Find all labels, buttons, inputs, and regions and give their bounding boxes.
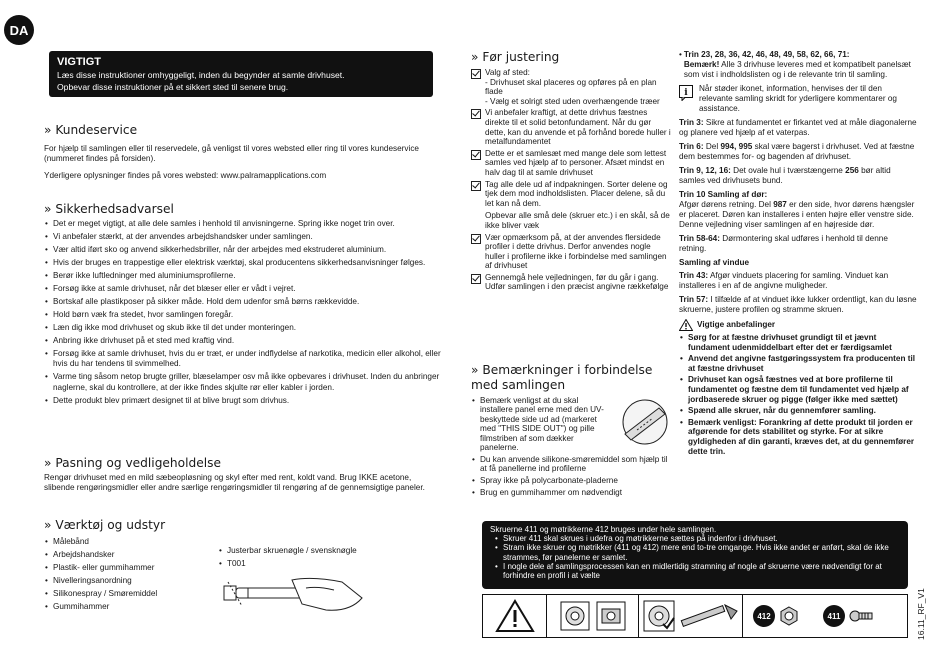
section-heading: » Kundeservice xyxy=(44,123,138,137)
language-badge: DA xyxy=(4,15,34,45)
list-item: • Varme ting såsom netop brugte griller, blæselamper osv må ikke opbevares i drivhuset. Inden du anbringer naglerne, skal du kontrollere, at der ikke findes skjulte rør eller kabler i jorden. xyxy=(44,372,450,393)
warning-icon xyxy=(483,595,547,637)
t001-tool-illustration xyxy=(222,576,370,616)
list-item: • Forsøg ikke at samle drivhuset, hvis du er træt, er under indflydelse af narkotika, medicin eller alkohol, eller hvis du har tendens til svimmelhed. xyxy=(44,349,450,370)
list-item: • Silikonespray / Smøremiddel xyxy=(44,589,214,599)
important-line: Opbevar disse instruktioner på et sikkert sted til senere brug. xyxy=(57,82,289,92)
check-text: Vi anbefaler kraftigt, at dette drivhus fæstnes direkte til et solid betonfundament. Når du gør dette, kan du anvende et på forhånd borede huller i metalfundamentet xyxy=(485,108,671,147)
note-text: Alle 3 drivhuse leveres med et kompatibelt panelsæt som vist i indholdslisten og i de relevante trin til samling. xyxy=(683,60,911,79)
checkbox-icon xyxy=(471,150,481,160)
section-heading: » Før justering xyxy=(471,50,560,64)
warning-icon xyxy=(679,319,693,331)
list-item: • T001 xyxy=(218,559,438,569)
website-text: Yderligere oplysninger findes på vores websted: www.palramapplications.com xyxy=(44,170,327,180)
nut-412-badge: 412 xyxy=(753,605,775,627)
info-icon xyxy=(679,85,693,101)
list-item: • Berør ikke luftledninger med aluminiumsprofilerne. xyxy=(44,271,450,281)
list-item: • Plastik- eller gummihammer xyxy=(44,563,214,573)
list-item: • Bemærk venligst at du skal installere panel erne med den UV-beskyttede side ud ad (markeret med "THIS SIDE OUT") og pille filmstriben af som dækker panelerne. xyxy=(471,396,613,452)
list-item: • Du kan anvende silikone-smøremiddel som hjælp til at få panellerne ind profilerne xyxy=(471,455,676,474)
remarks-list xyxy=(471,396,613,455)
list-item: • Gummihammer xyxy=(44,602,214,612)
checkbox-icon xyxy=(471,234,481,244)
trin-6: Trin 6: Del 994, 995 skal være bagerst i drivhuset. Ved at fæstne dem bestemmes for- og bagenden af drivhuset. xyxy=(679,142,915,161)
info-text: Når støder ikonet, information, henvises der til den relevante samling skridt for yderligere kommentarer og assistance. xyxy=(699,84,897,113)
svg-text:i: i xyxy=(684,88,688,98)
trin-57: Trin 57: I tilfælde af at vinduet ikke lukker ordentligt, kan du løsne skruerne, justere profilen og stramme skruen. xyxy=(679,295,917,314)
checkbox-icon xyxy=(471,181,481,191)
list-item: • Drivhuset kan også fæstnes ved at bore profilerne til fundamentet og fæstne dem til fundamentet ved hjælp af jordbaserede skruer og pigge (følger ikke med sættet) xyxy=(679,375,917,404)
nut-icon xyxy=(779,606,799,626)
list-item: • Hold børn væk fra stedet, hvor samlingen foregår. xyxy=(44,310,450,320)
trin-43: Trin 43: Afgør vinduets placering for samling. Vinduet kan installeres i en af de angivne muligheder. xyxy=(679,271,889,290)
check-text: - Vælg et solrigt sted uden overhængende træer xyxy=(485,96,660,106)
check-text: Tag alle dele ud af indpakningen. Sorter delene og tjek dem mod indholdslisten. Placer delene, så du let kan nå dem. xyxy=(485,179,668,208)
list-item: • Det er meget vigtigt, at alle dele samles i henhold til anvisningerne. Spring ikke noget trin over. xyxy=(44,219,450,229)
checklist-item xyxy=(471,108,671,146)
screw-assembly-icon xyxy=(547,595,639,637)
list-item: • Arbejdshandsker xyxy=(44,550,214,560)
list-item: • Bemærk venligst: Forankring af dette produkt til jorden er afgørende for dets stabilitet og styrke. For at sikre gyldigheden af din garanti, kræves det, at du gennemfører dette trin. xyxy=(679,418,917,456)
list-item: • Vær altid iført sko og anvend sikkerhedsbriller, når der arbejdes med ekstruderet aluminium. xyxy=(44,245,450,255)
remarks-section xyxy=(471,363,676,500)
tighten-check-icon xyxy=(639,595,743,637)
checkbox-icon xyxy=(471,69,481,79)
check-text: - Drivhuset skal placeres og opføres på en plan flade xyxy=(485,77,657,97)
before-section xyxy=(471,50,671,294)
list-item: • Målebånd xyxy=(44,537,214,547)
important-title: VIGTIGT xyxy=(57,56,101,68)
screw-icons-row xyxy=(482,594,908,638)
list-item: • Læn dig ikke mod drivhuset og skub ikke til det under monteringen. xyxy=(44,323,450,333)
trin-58: Trin 58-64: Dørmontering skal udføres i henhold til denne retning. xyxy=(679,234,888,253)
check-text: Gennemgå hele vejledningen, før du går i gang. Udfør samlingen i den præcist angivne rækkefølge xyxy=(485,272,669,292)
screw-411-badge: 411 xyxy=(823,605,845,627)
safety-list xyxy=(44,219,450,406)
recommendations-list xyxy=(679,333,917,456)
list-item: • Skruer 411 skal skrues i udefra og møtrikkerne sættes på indenfor i drivhuset. xyxy=(494,534,900,543)
fastener-badges xyxy=(743,595,907,637)
list-item: • Anvend det angivne fastgøringssystem fra producenten til at fæstne drivhuset xyxy=(679,354,917,373)
list-item: • Sørg for at fæstne drivhuset grundigt til et jævnt fundament udenmiddelbart efter det er færdigsamlet xyxy=(679,333,917,352)
list-item: • Brug en gummihammer om nødvendigt xyxy=(471,488,676,497)
check-text: Dette er et samlesæt med mange dele som lettest samles ved hjælp af to personer. Afsæt mindst en halv dag til at samle drivhuset xyxy=(485,148,667,177)
check-text: Opbevar alle små dele (skruer etc.) i en skål, så de ikke bliver væk xyxy=(485,211,670,230)
list-item: • Justerbar skruenøgle / svensknøgle xyxy=(218,546,438,556)
checkbox-icon xyxy=(471,274,481,284)
list-item: • Spænd alle skruer, når du gennemfører samling. xyxy=(679,406,917,416)
list-item: • Nivelleringsanordning xyxy=(44,576,214,586)
remarks-list-cont xyxy=(471,455,676,498)
list-item: • Spray ikke på polycarbonate-pladerne xyxy=(471,476,676,485)
trin-list-label: Trin 23, 28, 36, 42, 46, 48, 49, 58, 62, 66, 71: xyxy=(683,50,850,59)
info-note xyxy=(679,84,917,114)
tools-list-right xyxy=(218,546,438,572)
screws-intro: Skruerne 411 og møtrikkerne 412 bruges under hele samlingen. xyxy=(490,525,717,534)
window-heading: Samling af vindue xyxy=(679,258,750,267)
screws-list xyxy=(494,534,900,580)
tools-list xyxy=(44,537,214,612)
important-box xyxy=(49,51,433,97)
safety-section xyxy=(44,202,450,409)
section-heading: » Pasning og vedligeholdelse xyxy=(44,456,221,470)
list-item: • Forsøg ikke at samle drivhuset, når det blæser eller er vådt i vejret. xyxy=(44,284,450,294)
checklist-item xyxy=(471,233,671,271)
important-line: Læs disse instruktioner omhyggeligt, inden du begynder at samle drivhuset. xyxy=(57,70,345,80)
check-text: Vær opmærksom på, at der anvendes flersidede profiler i dette drivhus. Derfor anvendes nogle huller i profilerne ikke i forbindelse med samlingen af drivhuset xyxy=(485,232,667,271)
trin-9: Trin 9, 12, 16: Det ovale hul i tværstængerne 256 bør altid samles ved drivhusets bund. xyxy=(679,166,891,185)
list-item: • Dette produkt blev primært designet til at blive brugt som drivhus. xyxy=(44,396,450,406)
section-heading: » Værktøj og udstyr xyxy=(44,518,166,532)
list-item: • Vi anbefaler stærkt, at der anvendes arbejdshandsker under samlingen. xyxy=(44,232,450,242)
list-item: • I nogle dele af samlingsprocessen kan en midlertidig stramning af nogle af skruerne være nødvendigt for at forhindre en profil i at vælte xyxy=(494,562,900,580)
list-item: • Hvis der bruges en trappestige eller elektrisk værktøj, skal producentens sikkerhedsanvisninger følges. xyxy=(44,258,450,268)
checkbox-icon xyxy=(471,109,481,119)
list-item: • Bortskaf alle plastikposer på sikker måde. Hold dem udenfor små børns rækkevidde. xyxy=(44,297,450,307)
check-text: Valg af sted: xyxy=(485,68,530,77)
list-item: • Stram ikke skruer og møtrikker (411 og 412) mere end to-tre omgange. Hvis ikke andet er anført, skal de ikke strammes, før panelerne er samlet. xyxy=(494,543,900,561)
panel-edge-illustration xyxy=(613,396,669,448)
tools-section xyxy=(44,518,454,618)
screw-icon xyxy=(849,606,873,626)
version-code: 16.11_RF_V1 xyxy=(916,588,926,640)
maintenance-text: Rengør drivhuset med en mild sæbeopløsning og skyl efter med rent, koldt vand. Brug IKKE acetone, slibende rengøringsmidler eller andre særlige rengøringsmidler til rengøring af de gennemsigtige paneler. xyxy=(44,473,425,493)
checklist-item xyxy=(471,149,671,178)
checklist-item xyxy=(471,273,671,292)
list-item: • Anbring ikke drivhuset på et sted med kraftig vind. xyxy=(44,336,450,346)
notes-column xyxy=(679,50,917,458)
checklist-item xyxy=(471,180,671,231)
note-label: Bemærk! xyxy=(683,60,720,69)
maintenance-section xyxy=(44,456,444,494)
trin-3: Trin 3: Sikre at fundamentet er firkantet ved at måle diagonalerne og planere ved hjælp af et vaterpas. xyxy=(679,118,917,137)
checklist-item xyxy=(471,68,671,106)
recommendations-heading: Vigtige anbefalinger xyxy=(679,319,917,331)
section-heading: » Sikkerhedsadvarsel xyxy=(44,202,174,216)
section-heading: » Bemærkninger i forbindelse med samlingen xyxy=(471,363,653,392)
customer-service-text: For hjælp til samlingen eller til reservedele, gå venligst til vores websted eller ring til vores kundeservice (nummeret findes på forsiden). xyxy=(44,144,419,164)
screws-info-box xyxy=(482,521,908,589)
customer-service-section xyxy=(44,123,444,181)
trin-10: Trin 10 Samling af dør: Afgør dørens retning. Del 987 er den side, hvor dørens hængsler er placeret. Døren kan installeres i enten højre eller venstre side. Denne vejledning viser samlingen af en højreside dør. xyxy=(679,190,915,229)
trin-list-note: • Trin 23, 28, 36, 42, 46, 48, 49, 58, 62, 66, 71: Bemærk! Alle 3 drivhuse leveres med et kompatibelt panelsæt som vist i indholdslisten og i de relevante trin til samling. xyxy=(679,50,911,79)
